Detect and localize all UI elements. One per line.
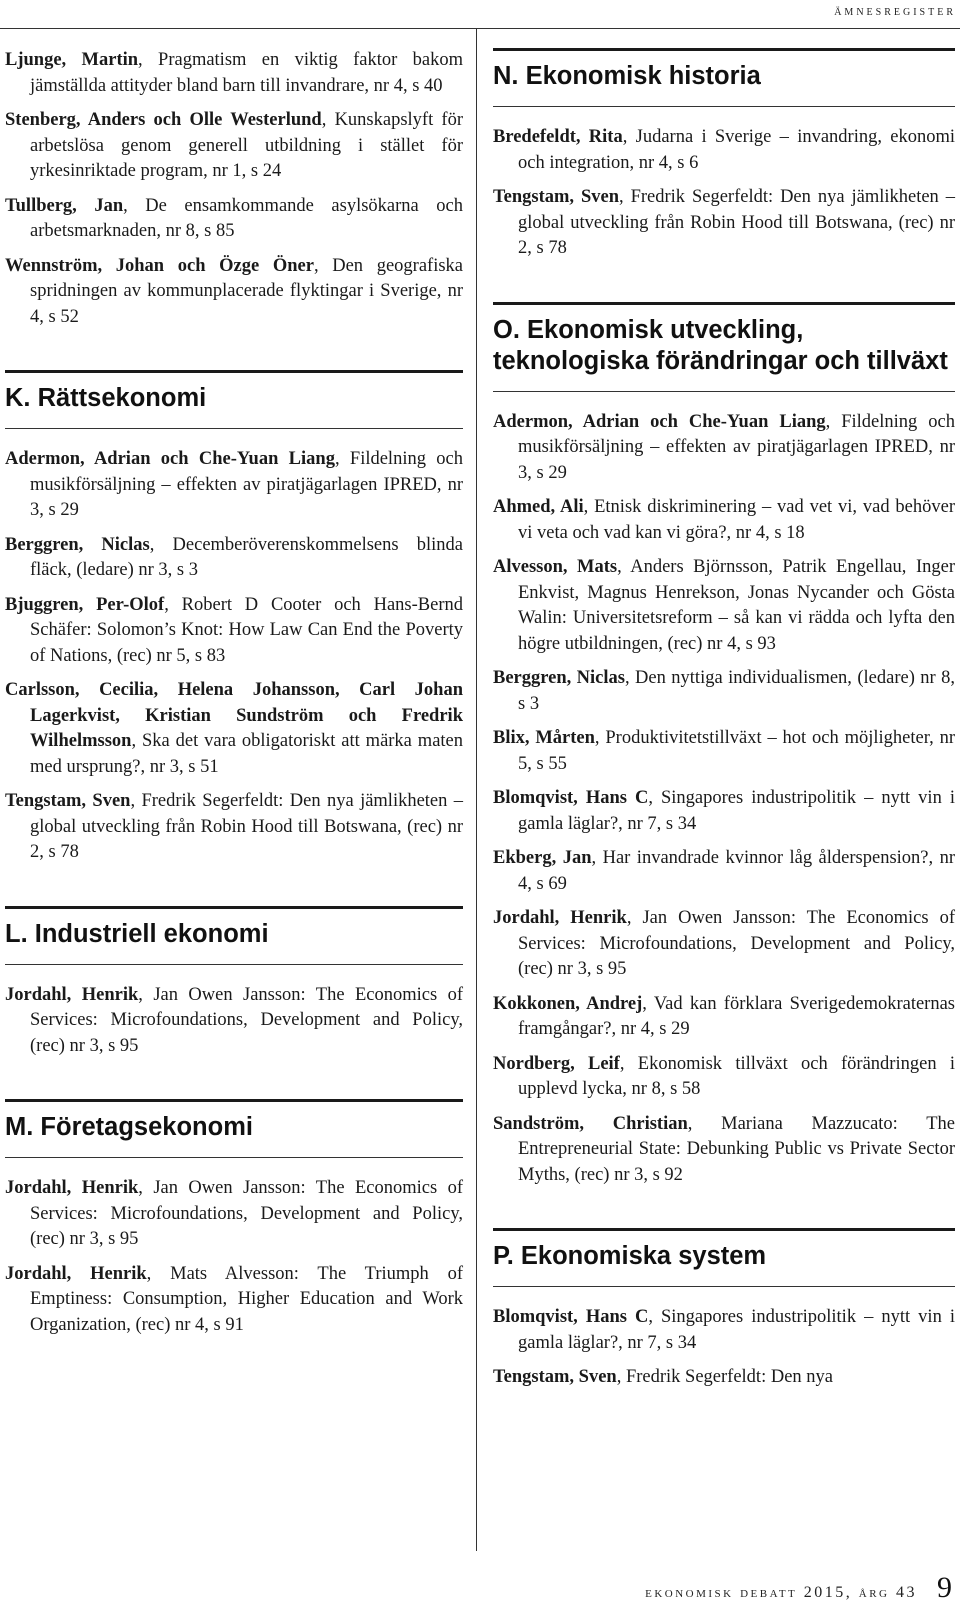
entry-text: Fredrik Segerfeldt: Den nya jämlikheten – global utveckling från Robin Hood till Botswana, (rec) nr 2, s 78 xyxy=(30,791,464,862)
entry-author: Carlsson, Cecilia, Helena Johansson, Carl Johan Lagerkvist, Kristian Sundström och Fredrik Wilhelmsson xyxy=(5,680,463,751)
entry-author: Tengstam, Sven xyxy=(5,791,131,811)
index-entry: Ljunge, Martin, Pragmatism en viktig faktor bakom jämställda attityder bland barn till invandrare, nr 4, s 40 xyxy=(5,50,463,96)
entry-author: Nordberg, Leif xyxy=(493,1053,620,1074)
entry-author: Jordahl, Henrik xyxy=(5,1178,139,1198)
section-rule xyxy=(493,1286,955,1287)
section-rule xyxy=(5,370,463,373)
section-title: N. Ekonomisk historia xyxy=(493,62,761,90)
entry-text: Ska det vara obligatoriskt att märka maten med ursprung?, nr 3, s 51 xyxy=(30,731,464,777)
index-entry: Wennström, Johan och Özge Öner, Den geografiska spridningen av kommunplacerade flyktingar i Sverige, nr 4, s 52 xyxy=(5,255,463,327)
section-rule xyxy=(5,906,463,909)
index-entry: Jordahl, Henrik, Jan Owen Jansson: The Economics of Services: Microfoundations, Development and Policy, (rec) nr 3, s 95 xyxy=(493,908,955,979)
section-title: M. Företagsekonomi xyxy=(5,1113,253,1141)
index-entry: Blomqvist, Hans C, Singapores industripolitik – nytt vin i gamla läglar?, nr 7, s 34 xyxy=(493,788,955,834)
entry-text: Decemberöverenskommelsens blinda fläck, (ledare) nr 3, s 3 xyxy=(30,534,463,580)
entry-author: Jordahl, Henrik xyxy=(493,908,627,928)
entry-text: Fildelning och musikförsäljning – effekten av piratjägarlagen IPRED, nr 3, s 29 xyxy=(30,449,463,520)
index-entry: Blomqvist, Hans C, Singapores industripolitik – nytt vin i gamla läglar?, nr 7, s 34 xyxy=(493,1307,955,1353)
entry-author: Ekberg, Jan xyxy=(493,848,592,868)
entry-text: Anders Björnsson, Patrik Engellau, Inger Enkvist, Magnus Henrekson, Jonas Nycander och Gösta Walin: Universitetsreform – så kan vi rädda och lyfta den högre utbildningen, (rec) nr 4, s 93 xyxy=(518,557,955,654)
entry-author: Tullberg, Jan xyxy=(5,195,124,216)
index-entry: Berggren, Niclas, Decemberöverenskommelsens blinda fläck, (ledare) nr 3, s 3 xyxy=(5,534,463,580)
index-entry: Tengstam, Sven, Fredrik Segerfeldt: Den nya jämlikheten – global utveckling från Robin Hood till Botswana, (rec) nr 2, s 78 xyxy=(5,791,464,862)
entry-author: Wennström, Johan och Özge Öner xyxy=(5,255,314,276)
entry-text: Vad kan förklara Sverigedemokraternas framgångar?, nr 4, s 29 xyxy=(518,993,955,1039)
journal-name: ekonomisk debatt 2015, årg 43 xyxy=(645,1584,917,1601)
entry-text: Mariana Mazzucato: The Entrepreneurial State: Debunking Public vs Private Sector Myths, (rec) nr 3, s 92 xyxy=(518,1113,955,1185)
entry-author: Ljunge, Martin xyxy=(5,50,139,70)
entry-text: Etnisk diskriminering – vad vet vi, vad behöver vi veta och vad kan vi göra?, nr 4, s 18 xyxy=(518,497,956,543)
entry-text: Produktivitetstillväxt – hot och möjligheter, nr 5, s 55 xyxy=(518,728,955,774)
index-entry: Jordahl, Henrik, Jan Owen Jansson: The Economics of Services: Microfoundations, Development and Policy, (rec) nr 3, s 95 xyxy=(5,1178,463,1249)
entry-text: Kunskapslyft för arbetslösa genom generell utbildning i stället för yrkesinriktade program, nr 1, s 24 xyxy=(30,110,464,181)
entry-text: Jan Owen Jansson: The Economics of Services: Microfoundations, Development and Policy, (rec) nr 3, s 95 xyxy=(30,1178,463,1249)
top-rule xyxy=(0,28,960,29)
entry-author: Alvesson, Mats xyxy=(493,557,618,577)
section-p xyxy=(493,1228,955,1391)
entry-author: Bredefeldt, Rita xyxy=(493,127,623,147)
section-rule xyxy=(493,391,955,392)
index-entry: Jordahl, Henrik, Mats Alvesson: The Triumph of Emptiness: Consumption, Higher Education and Work Organization, (rec) nr 4, s 91 xyxy=(5,1263,464,1335)
entry-author: Blomqvist, Hans C xyxy=(493,1307,649,1327)
index-entry: Bjuggren, Per-Olof, Robert D Cooter och Hans-Bernd Schäfer: Solomon’s Knot: How Law Can End the Poverty of Nations, (rec) nr 5, s 83 xyxy=(5,594,463,666)
index-entry: Alvesson, Mats, Anders Björnsson, Patrik Engellau, Inger Enkvist, Magnus Henrekson, Jonas Nycander och Gösta Walin: Universitetsreform – så kan vi rädda och lyfta den högre utbildningen, (rec) nr 4, s 93 xyxy=(493,557,955,654)
entry-text: Den nyttiga individualismen, (ledare) nr 8, s 3 xyxy=(518,668,955,714)
index-entry: Bredefeldt, Rita, Judarna i Sverige – invandring, ekonomi och integration, nr 4, s 6 xyxy=(493,127,956,173)
section-o xyxy=(493,302,955,1189)
section-rule xyxy=(5,1157,463,1158)
index-entry: Stenberg, Anders och Olle Westerlund, Kunskapslyft för arbetslösa genom generell utbildning i stället för yrkesinriktade program, nr 1, s 24 xyxy=(5,110,464,181)
index-entry: Sandström, Christian, Mariana Mazzucato: The Entrepreneurial State: Debunking Public vs Private Sector Myths, (rec) nr 3, s 92 xyxy=(493,1113,955,1185)
running-head: ämnesregister xyxy=(834,4,956,19)
entry-text: Jan Owen Jansson: The Economics of Services: Microfoundations, Development and Policy, (rec) nr 3, s 95 xyxy=(30,984,463,1056)
entry-text: Judarna i Sverige – invandring, ekonomi och integration, nr 4, s 6 xyxy=(518,127,956,173)
entry-author: Adermon, Adrian och Che-Yuan Liang xyxy=(5,449,335,469)
index-entry: Tullberg, Jan, De ensamkommande asylsökarna och arbetsmarknaden, nr 8, s 85 xyxy=(5,195,463,241)
index-entry: Adermon, Adrian och Che-Yuan Liang, Fildelning och musikförsäljning – effekten av piratjägarlagen IPRED, nr 3, s 29 xyxy=(493,411,955,483)
entry-author: Blix, Mårten xyxy=(493,728,595,748)
section-rule xyxy=(493,302,955,305)
entry-author: Blomqvist, Hans C xyxy=(493,788,649,808)
section-rule xyxy=(493,106,955,107)
index-entry: Adermon, Adrian och Che-Yuan Liang, Fildelning och musikförsäljning – effekten av piratjägarlagen IPRED, nr 3, s 29 xyxy=(5,449,463,520)
entry-text: Mats Alvesson: The Triumph of Emptiness: Consumption, Higher Education and Work Organization, (rec) nr 4, s 91 xyxy=(30,1263,464,1335)
index-entry: Ekberg, Jan, Har invandrade kvinnor låg ålderspension?, nr 4, s 69 xyxy=(493,848,955,894)
entry-author: Berggren, Niclas xyxy=(493,668,625,688)
index-entry: Kokkonen, Andrej, Vad kan förklara Sverigedemokraternas framgångar?, nr 4, s 29 xyxy=(493,993,955,1039)
index-entry: Carlsson, Cecilia, Helena Johansson, Carl Johan Lagerkvist, Kristian Sundström och Fredrik Wilhelmsson, Ska det vara obligatoriskt att märka maten med ursprung?, nr 3, s 51 xyxy=(5,680,464,777)
entry-text: Singapores industripolitik – nytt vin i gamla läglar?, nr 7, s 34 xyxy=(518,788,955,834)
section-rule xyxy=(5,428,463,429)
page-footer xyxy=(645,1573,952,1603)
entry-author: Ahmed, Ali xyxy=(493,497,584,517)
right-column xyxy=(493,48,955,1400)
section-rule xyxy=(493,48,955,51)
entry-text: Fildelning och musikförsäljning – effekten av piratjägarlagen IPRED, nr 3, s 29 xyxy=(518,411,955,483)
entry-author: Jordahl, Henrik xyxy=(5,1263,147,1284)
entry-text: Den geografiska spridningen av kommunplacerade flyktingar i Sverige, nr 4, s 52 xyxy=(30,255,463,327)
index-entry: Tengstam, Sven, Fredrik Segerfeldt: Den nya jämlikheten – global utveckling från Robin Hood till Botswana, (rec) nr 2, s 78 xyxy=(493,187,955,258)
entry-text: Fredrik Segerfeldt: Den nya xyxy=(625,1367,833,1387)
section-rule xyxy=(5,1099,463,1102)
entry-author: Berggren, Niclas xyxy=(5,534,150,555)
section-rule xyxy=(493,1228,955,1231)
section-title: K. Rättsekonomi xyxy=(5,384,207,412)
index-entry: Berggren, Niclas, Den nyttiga individualismen, (ledare) nr 8, s 3 xyxy=(493,668,955,714)
index-entry: Blix, Mårten, Produktivitetstillväxt – hot och möjligheter, nr 5, s 55 xyxy=(493,728,955,774)
entry-author: Jordahl, Henrik xyxy=(5,984,139,1005)
entry-author: Tengstam, Sven xyxy=(493,187,620,207)
index-entry: Nordberg, Leif, Ekonomisk tillväxt och förändringen i upplevd lycka, nr 8, s 58 xyxy=(493,1053,955,1099)
left-column xyxy=(5,48,463,1347)
entry-text: Fredrik Segerfeldt: Den nya jämlikheten – global utveckling från Robin Hood till Botswana, (rec) nr 2, s 78 xyxy=(518,187,955,258)
column-divider xyxy=(476,28,477,1551)
section-intro xyxy=(5,48,463,330)
entry-text: Har invandrade kvinnor låg ålderspension?, nr 4, s 69 xyxy=(518,848,955,894)
section-rule xyxy=(5,964,463,965)
entry-text: Singapores industripolitik – nytt vin i gamla läglar?, nr 7, s 34 xyxy=(518,1307,955,1353)
entry-author: Stenberg, Anders och Olle Westerlund xyxy=(5,110,322,130)
section-title: L. Industriell ekonomi xyxy=(5,919,269,948)
section-k xyxy=(5,370,463,866)
entry-author: Bjuggren, Per-Olof xyxy=(5,594,165,615)
section-title: O. Ekonomisk utveckling, teknologiska förändringar och tillväxt xyxy=(493,315,948,375)
entry-text: Pragmatism en viktig faktor bakom jämställda attityder bland barn till invandrare, nr 4, s 40 xyxy=(30,50,463,96)
section-l xyxy=(5,906,463,1060)
page-number: 9 xyxy=(937,1571,952,1604)
entry-author: Sandström, Christian xyxy=(493,1113,688,1134)
entry-text: De ensamkommande asylsökarna och arbetsmarknaden, nr 8, s 85 xyxy=(30,195,463,241)
entry-text: Ekonomisk tillväxt och förändringen i upplevd lycka, nr 8, s 58 xyxy=(518,1053,955,1099)
entry-author: Tengstam, Sven xyxy=(493,1367,617,1387)
section-n xyxy=(493,48,955,262)
index-entry: Jordahl, Henrik, Jan Owen Jansson: The Economics of Services: Microfoundations, Development and Policy, (rec) nr 3, s 95 xyxy=(5,984,463,1056)
entry-text: Jan Owen Jansson: The Economics of Services: Microfoundations, Development and Policy, (rec) nr 3, s 95 xyxy=(518,908,955,979)
section-title: P. Ekonomiska system xyxy=(493,1242,767,1270)
entry-text: Robert D Cooter och Hans-Bernd Schäfer: Solomon’s Knot: How Law Can End the Poverty of Nations, (rec) nr 5, s 83 xyxy=(30,594,463,666)
section-m xyxy=(5,1099,463,1338)
index-entry: Tengstam, Sven, Fredrik Segerfeldt: Den nya xyxy=(493,1367,833,1387)
index-entry: Ahmed, Ali, Etnisk diskriminering – vad vet vi, vad behöver vi veta och vad kan vi göra?, nr 4, s 18 xyxy=(493,497,956,543)
entry-author: Kokkonen, Andrej xyxy=(493,993,643,1014)
entry-author: Adermon, Adrian och Che-Yuan Liang xyxy=(493,411,826,432)
